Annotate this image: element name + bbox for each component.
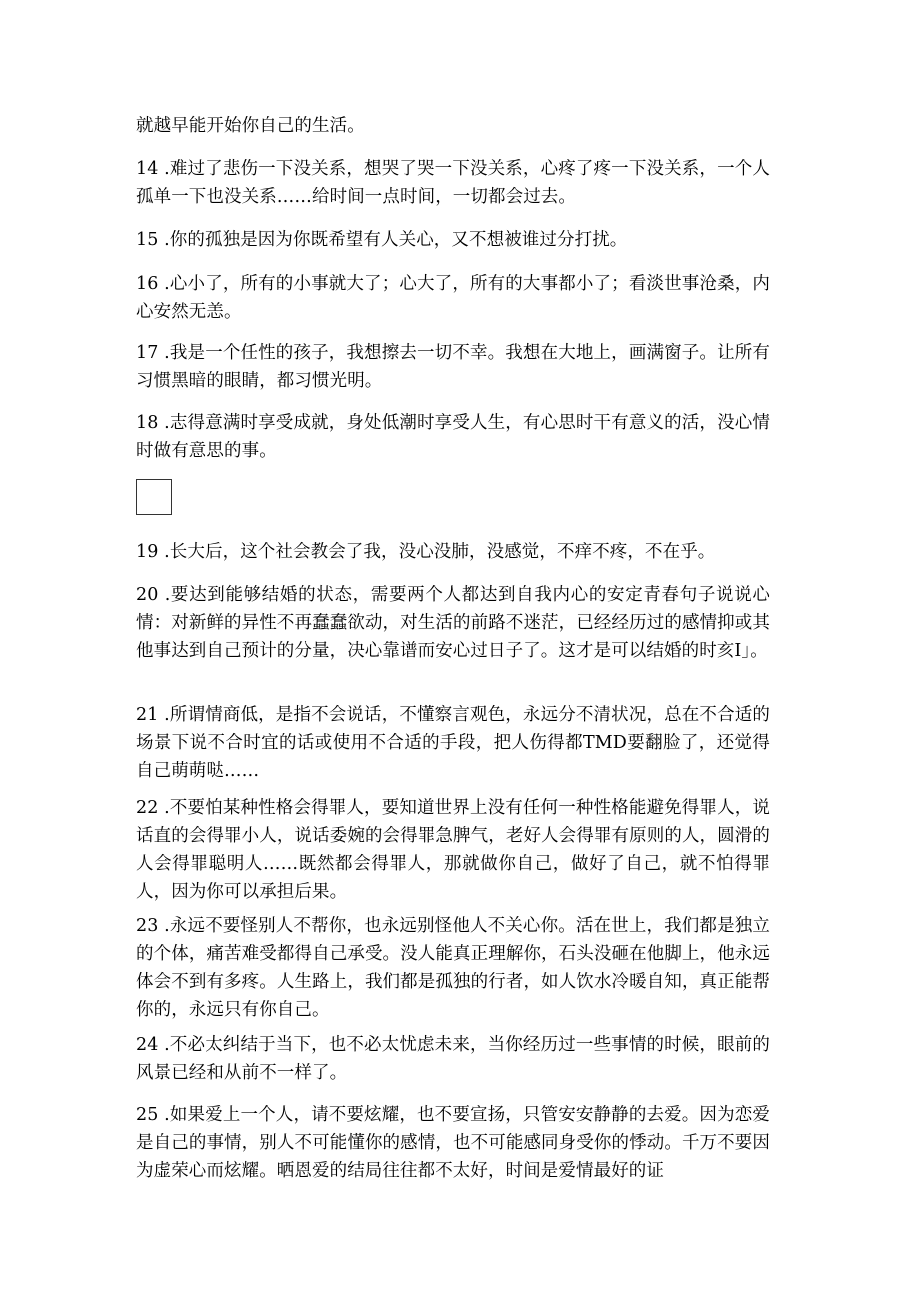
item-number: 19 xyxy=(136,542,159,562)
quote-item-24 xyxy=(136,1031,770,1087)
quote-item-22 xyxy=(136,794,770,906)
item-number: 20 xyxy=(136,585,159,605)
item-number: 22 xyxy=(136,798,159,818)
empty-box-figure xyxy=(136,479,172,515)
quote-item-14 xyxy=(136,155,770,211)
quote-item-20 xyxy=(136,581,770,665)
item-text: .永远不要怪别人不帮你，也永远别怪他人不关心你。活在世上，我们都是独立的个体，痛苦难受都得自己承受。没人能真正理解你，石头没砸在他脚上，他永远体会不到有多疼。人生路上，我们都是孤独的行者，如人饮水冷暖自知，真正能帮你的，永远只有你自己。 xyxy=(136,916,770,1020)
quote-item-25 xyxy=(136,1101,770,1185)
quote-item-16 xyxy=(136,270,770,326)
item-text: .我是一个任性的孩子，我想擦去一切不幸。我想在大地上，画满窗子。让所有习惯黑暗的眼睛，都习惯光明。 xyxy=(136,343,770,391)
item-number: 25 xyxy=(136,1105,159,1125)
item-number: 16 xyxy=(136,274,159,294)
item-text: .你的孤独是因为你既希望有人关心，又不想被谁过分打扰。 xyxy=(158,230,628,250)
item-number: 23 xyxy=(136,916,159,936)
quote-item-23 xyxy=(136,912,770,1024)
paragraph-continuation xyxy=(136,112,770,140)
item-text: .心小了，所有的小事就大了；心大了，所有的大事都小了；看淡世事沧桑，内心安然无恙。 xyxy=(136,274,770,322)
item-number: 17 xyxy=(136,343,159,363)
item-text: .所谓情商低，是指不会说话，不懂察言观色，永远分不清状况，总在不合适的场景下说不合时宜的话或使用不合适的手段，把人伤得都TMD要翻脸了，还觉得自己萌萌哒…… xyxy=(136,705,770,781)
item-text: .如果爱上一个人，请不要炫耀，也不要宣扬，只管安安静静的去爱。因为恋爱是自己的事情，别人不可能懂你的感情，也不可能感同身受你的悸动。千万不要因为虚荣心而炫耀。晒恩爱的结局往往都不太好，时间是爱情最好的证 xyxy=(136,1105,770,1181)
item-text: .不要怕某种性格会得罪人，要知道世界上没有任何一种性格能避免得罪人，说话直的会得罪小人，说话委婉的会得罪急脾气，老好人会得罪有原则的人，圆滑的人会得罪聪明人……既然都会得罪人，那就做你自己，做好了自己，就不怕得罪人，因为你可以承担后果。 xyxy=(136,798,770,902)
quote-item-15 xyxy=(136,226,770,254)
item-number: 21 xyxy=(136,705,159,725)
quote-item-18 xyxy=(136,409,770,465)
item-text: .难过了悲伤一下没关系，想哭了哭一下没关系，心疼了疼一下没关系，一个人孤单一下也没关系……给时间一点时间，一切都会过去。 xyxy=(136,159,770,207)
quote-item-19 xyxy=(136,538,770,566)
paragraph-text: 就越早能开始你自己的生活。 xyxy=(136,116,365,136)
item-text: .不必太纠结于当下，也不必太忧虑未来，当你经历过一些事情的时候，眼前的风景已经和从前不一样了。 xyxy=(136,1035,770,1083)
quote-item-17 xyxy=(136,339,770,395)
item-number: 24 xyxy=(136,1035,159,1055)
item-number: 18 xyxy=(136,413,159,433)
item-number: 14 xyxy=(136,159,159,179)
quote-item-21 xyxy=(136,701,770,785)
item-text: .志得意满时享受成就，身处低潮时享受人生，有心思时干有意义的活，没心情时做有意思的事。 xyxy=(136,413,770,461)
item-text: .要达到能够结婚的状态，需要两个人都达到自我内心的安定青春句子说说心情：对新鲜的异性不再蠢蠢欲动，对生活的前路不迷茫，已经经历过的感情抑或其他事达到自己预计的分量，决心靠谱而安心过日子了。这才是可以结婚的时亥I」。 xyxy=(136,585,770,661)
item-text: .长大后，这个社会教会了我，没心没肺，没感觉，不痒不疼，不在乎。 xyxy=(158,542,716,562)
item-number: 15 xyxy=(136,230,159,250)
